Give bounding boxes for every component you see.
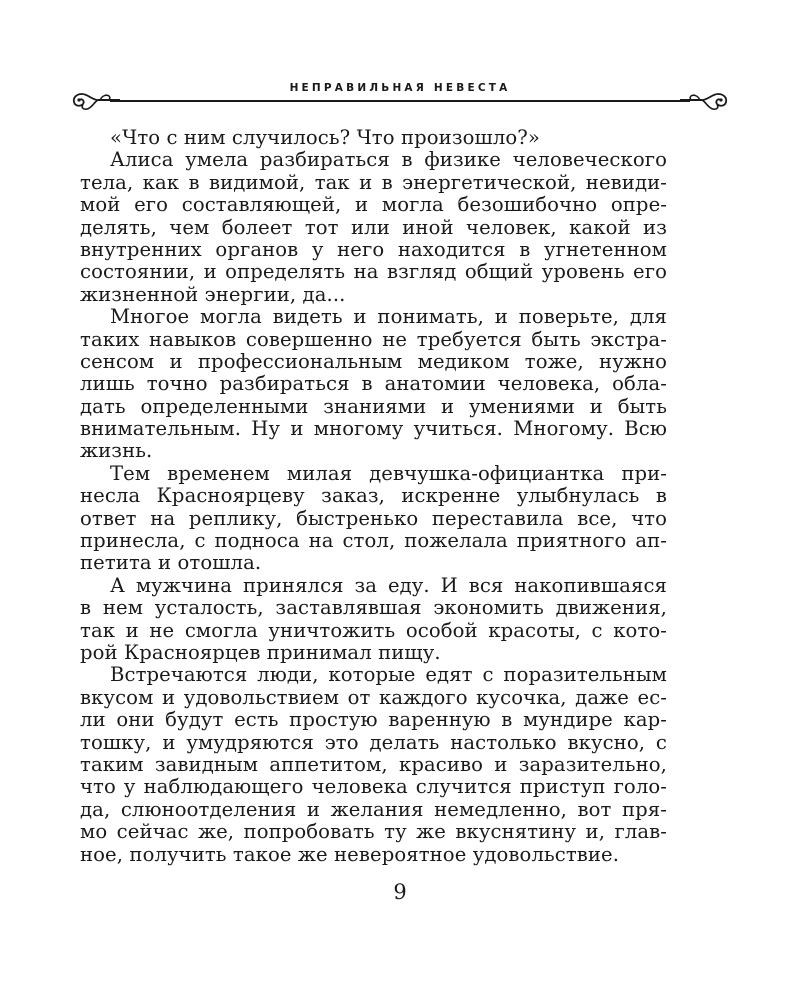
text-line: состоянии, и определять на взгляд общий уровень его bbox=[80, 260, 667, 284]
text-line: жизнь. bbox=[80, 439, 153, 463]
text-line: дать определенными знаниями и умениями и быть bbox=[80, 394, 667, 418]
text-line: так и не смогла уничтожить особой красоты, с кото- bbox=[80, 618, 667, 642]
header-rule-divider bbox=[110, 100, 690, 102]
text-line: тошку, и умудряются это делать настолько вкусно, с bbox=[80, 730, 667, 754]
running-header bbox=[70, 78, 730, 114]
text-line: ли они будут есть простую варенную в мундире кар- bbox=[80, 708, 667, 732]
text-line: петита и отошла. bbox=[80, 551, 262, 575]
text-line: Встречаются люди, которые едят с поразительным bbox=[110, 663, 667, 687]
text-line: принесла, с подноса на стол, пожелала приятного ап- bbox=[80, 529, 667, 553]
text-line: что у наблюдающего человека случится приступ голо- bbox=[80, 775, 667, 799]
text-line: ное, получить такое же невероятное удовольствие. bbox=[80, 842, 620, 866]
text-line: вкусом и удовольствием от каждого кусочка, даже ес- bbox=[80, 685, 667, 709]
text-line: да, слюноотделения и желания немедленно, вот пря- bbox=[80, 797, 667, 821]
page-number: 9 bbox=[393, 880, 407, 904]
running-header-title: НЕПРАВИЛЬНАЯ НЕВЕСТА bbox=[289, 82, 511, 94]
text-line: мо сейчас же, попробовать ту же вкуснятину и, глав- bbox=[80, 820, 667, 844]
text-line: А мужчина принялся за еду. И вся накопившаяся bbox=[110, 573, 667, 597]
text-line: «Что с ним случилось? Что произошло?» bbox=[110, 126, 540, 149]
text-line: мой его составляющей, и могла безошибочно опре- bbox=[80, 193, 667, 217]
text-line: внимательным. Ну и многому учиться. Многому. Всю bbox=[80, 417, 667, 441]
text-line: жизненной энергии, да... bbox=[80, 282, 346, 306]
right-flourish-ornament-icon bbox=[678, 88, 730, 114]
text-line: внутренних органов у него находится в угнетенном bbox=[80, 237, 667, 261]
text-line: таких навыков совершенно не требуется быть экстра- bbox=[80, 327, 667, 351]
text-line: рой Красноярцев принимал пищу. bbox=[80, 640, 441, 664]
text-line: ответ на реплику, быстренько переставила все, что bbox=[80, 506, 667, 530]
text-line: делять, чем болеет тот или иной человек, какой из bbox=[80, 215, 667, 239]
text-line: лишь точно разбираться в анатомии человека, обла- bbox=[80, 372, 667, 396]
text-line: таким завидным аппетитом, красиво и заразительно, bbox=[80, 752, 667, 776]
text-line: несла Красноярцеву заказ, искренне улыбнулась в bbox=[80, 484, 667, 508]
text-line: Алиса умела разбираться в физике человеческого bbox=[110, 148, 667, 172]
body-text bbox=[80, 127, 667, 866]
text-line: сенсом и профессиональным медиком тоже, нужно bbox=[80, 349, 667, 373]
text-line: в нем усталость, заставлявшая экономить движения, bbox=[80, 596, 667, 620]
text-line: Тем временем милая девчушка-официантка при- bbox=[110, 461, 667, 485]
text-line: Многое могла видеть и понимать, и поверьте, для bbox=[110, 305, 667, 329]
text-line: тела, как в видимой, так и в энергетической, невиди- bbox=[80, 170, 667, 194]
